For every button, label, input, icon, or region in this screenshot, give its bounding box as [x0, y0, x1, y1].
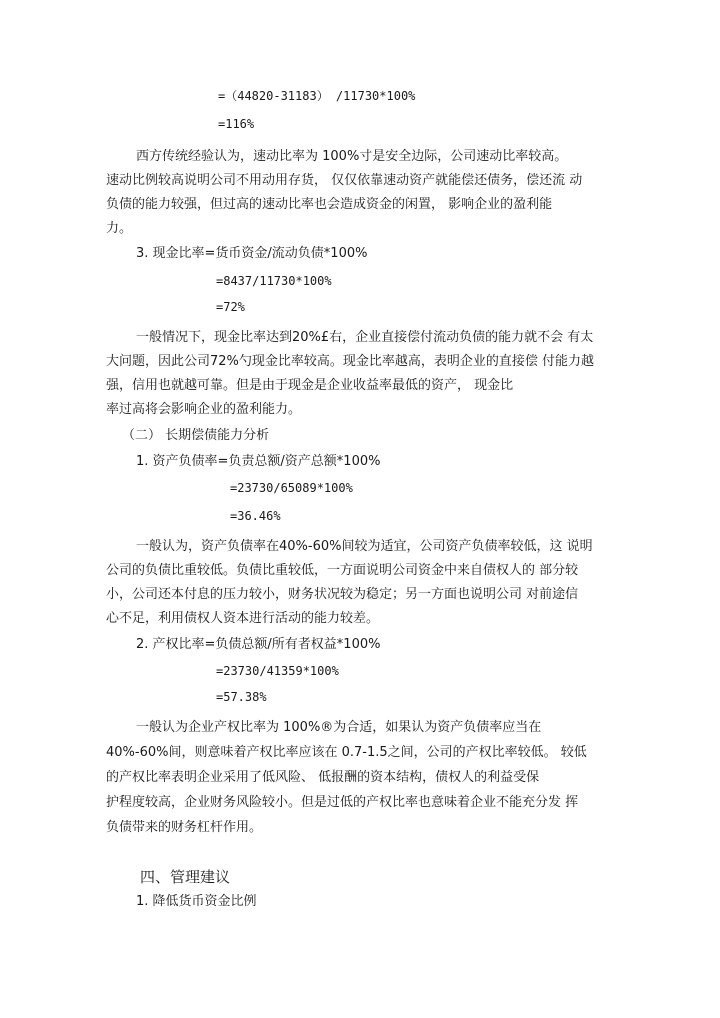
debt-ratio-para-line: 一般认为，资产负债率在40%-60%间较为适宜，公司资产负债率较低，这 说明 — [136, 539, 593, 554]
cash-ratio-title: 3. 现金比率=货币资金/流动负债*100% — [136, 246, 368, 261]
cash-ratio-para-line: 大问题，因此公司72%勺现金比率较高。现金比率越高，表明企业的直接偿 付能力越 — [106, 354, 595, 369]
quick-ratio-para-line: 负债的能力较强，但过高的速动比率也会造成资金的闲置， 影响企业的盈利能 — [106, 197, 553, 212]
debt-ratio-result: =36.46% — [230, 509, 281, 523]
debt-ratio-para-line: 心不足，利用债权人资本进行活动的能力较差。 — [106, 611, 380, 626]
debt-ratio-para-line: 公司的负债比重较低。负债比重较低，一方面说明公司资金中来自债权人的 部分较 — [106, 563, 579, 578]
cash-ratio-para-line: 率过高将会影响企业的盈利能力。 — [106, 402, 302, 417]
debt-ratio-calc: =23730/65089*100% — [230, 481, 353, 495]
equity-ratio-para-line: 护程度较高，企业财务风险较小。但是过低的产权比率也意味着企业不能充分发 挥 — [106, 795, 579, 810]
debt-ratio-para-line: 小，公司还本付息的压力较小，财务状况较为稳定；另一方面也说明公司 对前途信 — [106, 587, 579, 602]
quick-ratio-result: =116% — [218, 117, 255, 131]
quick-ratio-formula: =（44820-31183） /11730*100% — [218, 89, 416, 103]
equity-ratio-calc: =23730/41359*100% — [216, 664, 339, 678]
equity-ratio-para-line: 负债带来的财务杠杆作用。 — [106, 820, 263, 835]
equity-ratio-title: 2. 产权比率=负债总额/所有者权益*100% — [136, 637, 381, 652]
cash-ratio-calc: =8437/11730*100% — [216, 274, 332, 288]
debt-ratio-title: 1. 资产负债率=负责总额/资产总额*100% — [136, 454, 381, 469]
suggestion-item-1: 1. 降低货币资金比例 — [136, 894, 257, 909]
management-suggestions-heading: 四、管理建议 — [140, 868, 231, 886]
cash-ratio-para-line: 强，信用也就越可靠。但是由于现金是企业收益率最低的资产， 现金比 — [106, 378, 514, 393]
cash-ratio-para-line: 一般情况下，现金比率达到20%£右，企业直接偿付流动负债的能力就不会 有太 — [136, 330, 594, 345]
equity-ratio-para-line: 的产权比率表明企业采用了低风险、 低报酬的资本结构，债权人的利益受保 — [106, 770, 540, 785]
equity-ratio-result: =57.38% — [216, 690, 267, 704]
equity-ratio-para-line: 40%-60%间，则意味着产权比率应该在 0.7-1.5之间，公司的产权比率较低。 较低 — [106, 745, 587, 760]
equity-ratio-para-line: 一般认为企业产权比率为 100%®为合适，如果认为资产负债率应当在 — [136, 720, 542, 735]
quick-ratio-para-line: 西方传统经验认为，速动比率为 100%寸是安全边际，公司速动比率较高。 — [136, 149, 568, 164]
cash-ratio-result: =72% — [216, 300, 245, 314]
quick-ratio-para-line: 速动比例较高说明公司不用动用存货， 仅仅依靠速动资产就能偿还债务，偿还流 动 — [106, 173, 583, 188]
longterm-heading: （二） 长期偿债能力分析 — [122, 428, 270, 443]
quick-ratio-para-line: 力。 — [106, 221, 133, 236]
